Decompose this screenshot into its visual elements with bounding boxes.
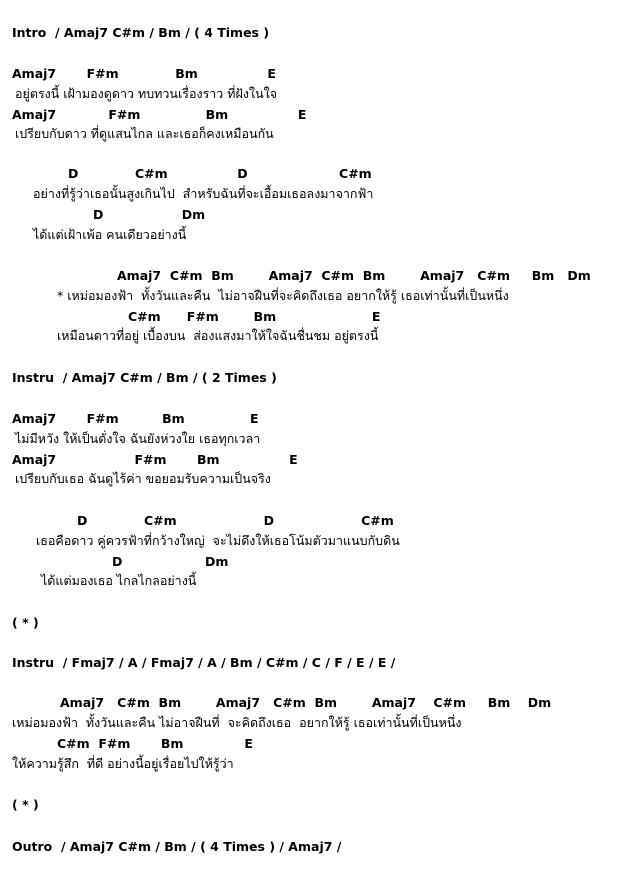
- verse1-chords-1: Amaj7 F#m Bm E: [12, 66, 276, 81]
- chorus-lyric-1: * เหม่อมองฟ้า ทั้งวันและคืน ไม่อาจฝืนที่จะคิดถึงเธอ อยากให้รู้ เธอเท่านั้นที่เป็นหนึ่ง: [57, 288, 509, 303]
- verse1-chords-2: Amaj7 F#m Bm E: [12, 107, 307, 122]
- chorus-repeat-mark-1: ( * ): [12, 615, 39, 630]
- bridge1-chords-2: D Dm: [93, 207, 206, 222]
- bridge2-chords-1: D C#m D C#m: [77, 513, 394, 528]
- outro-chorus-lyric-2: ให้ความรู้สึก ที่ดี อย่างนี้อยู่เรื่อยไปให้รู้ว่า: [12, 756, 234, 771]
- intro-line: Intro / Amaj7 C#m / Bm / ( 4 Times ): [12, 25, 270, 40]
- outro-chorus-chords-2: C#m F#m Bm E: [57, 736, 253, 751]
- chorus-chords-2: C#m F#m Bm E: [128, 309, 381, 324]
- outro-chorus-chords-1: Amaj7 C#m Bm Amaj7 C#m Bm Amaj7 C#m Bm Dm: [60, 695, 552, 710]
- verse2-chords-2: Amaj7 F#m Bm E: [12, 452, 298, 467]
- chorus-lyric-2: เหมือนดาวที่อยู่ เบื้องบน ส่องแสงมาให้ใจฉันชื่นชม อยู่ตรงนี้: [57, 328, 379, 343]
- bridge1-chords-1: D C#m D C#m: [68, 166, 372, 181]
- bridge2-lyric-1: เธอคือดาว คู่ควรฟ้าที่กว้างใหญ่ จะไม่ดึงให้เธอโน้มตัวมาแนบกับดิน: [36, 533, 400, 548]
- bridge1-lyric-2: ได้แต่เฝ้าเพ้อ คนเดียวอย่างนี้: [33, 227, 187, 242]
- bridge2-lyric-2: ได้แต่มองเธอ ไกลไกลอย่างนี้: [41, 573, 197, 588]
- outro-line: Outro / Amaj7 C#m / Bm / ( 4 Times ) / Amaj7 /: [12, 839, 342, 854]
- verse2-chords-1: Amaj7 F#m Bm E: [12, 411, 259, 426]
- verse1-lyric-2: เปรียบกับดาว ที่ดูแสนไกล และเธอก็คงเหมือนกัน: [15, 126, 274, 141]
- chorus-repeat-mark-2: ( * ): [12, 797, 39, 812]
- instru-line-1: Instru / Amaj7 C#m / Bm / ( 2 Times ): [12, 370, 277, 385]
- instru-line-2: Instru / Fmaj7 / A / Fmaj7 / A / Bm / C#m / C / F / E / E /: [12, 655, 396, 670]
- verse2-lyric-2: เปรียบกับเธอ ฉันดูไร้ค่า ขอยอมรับความเป็นจริง: [15, 471, 271, 486]
- verse2-lyric-1: ไม่มีหวัง ให้เป็นดั่งใจ ฉันยังห่วงใย เธอทุกเวลา: [15, 431, 261, 446]
- verse1-lyric-1: อยู่ตรงนี้ เฝ้ามองดูดาว ทบทวนเรื่องราว ที่ฝังในใจ: [15, 86, 278, 101]
- bridge2-chords-2: D Dm: [112, 554, 229, 569]
- bridge1-lyric-1: อย่างที่รู้ว่าเธอนั้นสูงเกินไป สำหรับฉันที่จะเอื้อมเธอลงมาจากฟ้า: [33, 186, 374, 201]
- chorus-chords-1: Amaj7 C#m Bm Amaj7 C#m Bm Amaj7 C#m Bm Dm: [117, 268, 591, 283]
- outro-chorus-lyric-1: เหม่อมองฟ้า ทั้งวันและคืน ไม่อาจฝืนที่ จะคิดถึงเธอ อยากให้รู้ เธอเท่านั้นที่เป็นหนึ่ง: [12, 715, 462, 730]
